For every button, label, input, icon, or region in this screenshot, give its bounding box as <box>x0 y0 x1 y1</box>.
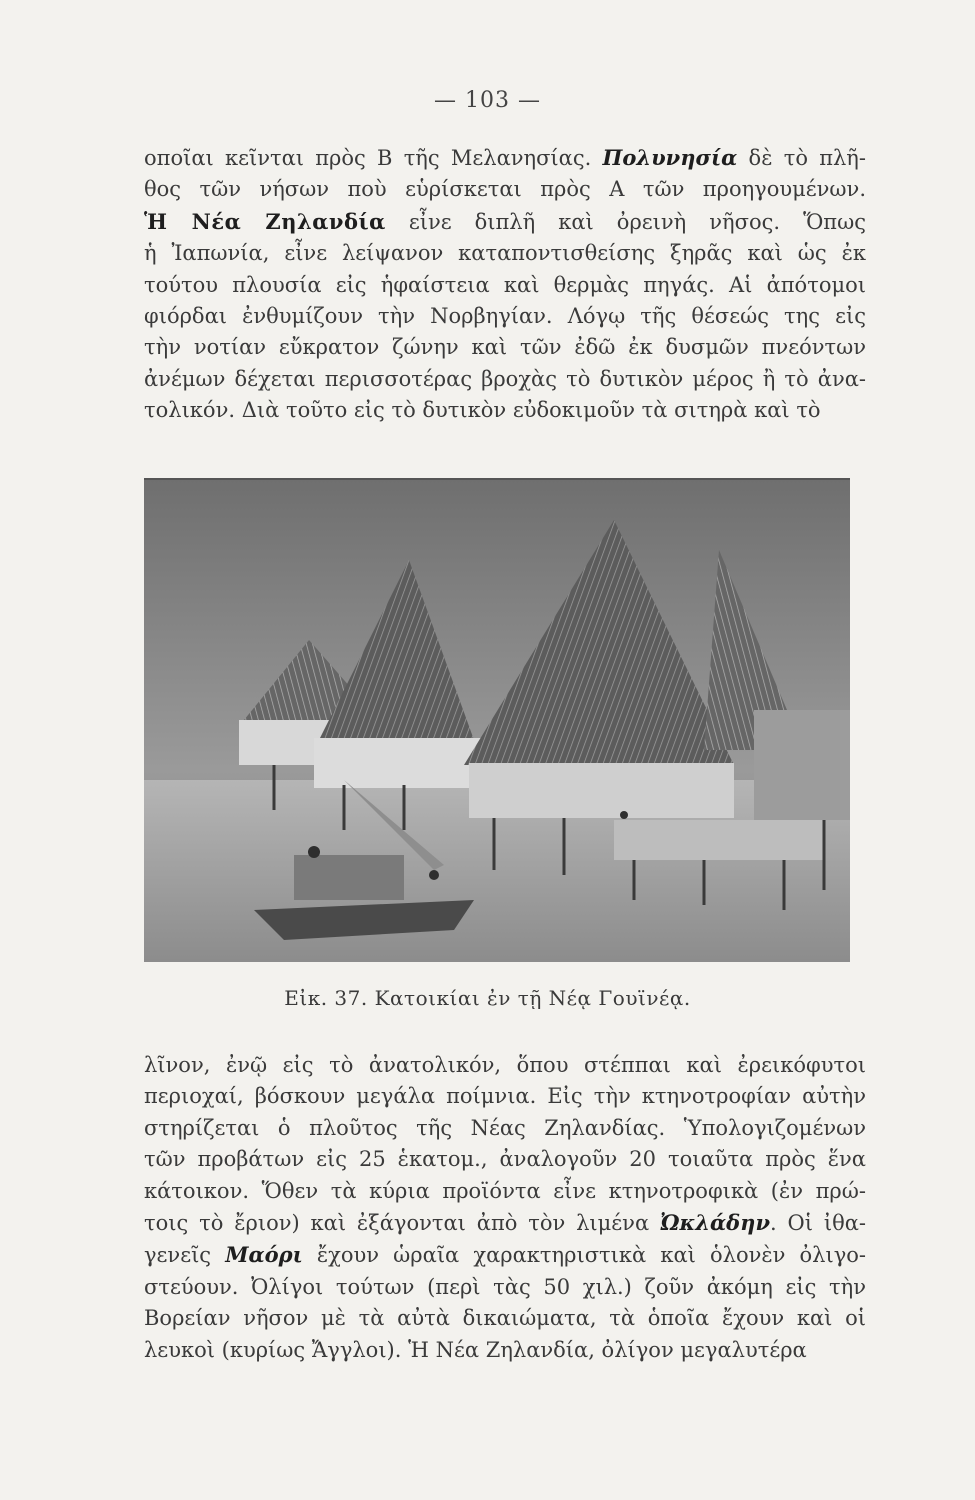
section-heading-term: Ἡ Νέα Ζηλανδία <box>144 208 386 234</box>
text-segment: ἡ Ἰαπωνία, εἶνε λείψανον καταποντισθείσης ξηρᾶς καὶ ὡς ἐκ <box>144 241 866 266</box>
text-segment: οποῖαι κεῖνται πρὸς Β τῆς Μελανησίας. <box>144 146 603 170</box>
text-line <box>144 364 866 395</box>
text-line <box>144 1272 866 1303</box>
text-line <box>144 1303 866 1334</box>
page-number: — 103 — <box>434 88 541 113</box>
text-segment: τούτου πλουσία εἰς ἡφαίστεια καὶ θερμὰς πηγάς. Αἱ ἀπότομοι <box>144 272 866 297</box>
text-line <box>144 174 866 205</box>
figure-illustration <box>144 478 850 962</box>
text-segment: τὴν νοτίαν εὔκρατον ζώνην καὶ τῶν ἐδῶ ἐκ δυσμῶν πνεόντων <box>144 335 866 360</box>
text-line <box>144 1239 866 1271</box>
text-segment: εἶνε διπλῆ καὶ ὀρεινὴ νῆσος. Ὅπως <box>385 209 866 234</box>
figure-caption: Εἰκ. 37. Κατοικίαι ἐν τῇ Νέᾳ Γουϊνέᾳ. <box>284 986 691 1010</box>
text-segment: κάτοικον. Ὅθεν τὰ κύρια προϊόντα εἶνε κτηνοτροφικὰ (ἐν πρώ- <box>144 1178 866 1203</box>
text-segment: Βορείαν νῆσον μὲ τὰ αὐτὰ δικαιώματα, τὰ ὁποῖα ἔχουν καὶ οἱ <box>144 1306 866 1331</box>
text-line <box>144 1335 866 1366</box>
text-line <box>144 1144 866 1175</box>
text-segment: ἔχουν ὡραῖα χαρακτηριστικὰ καὶ ὁλονὲν ὀλιγο- <box>302 1243 866 1268</box>
text-line <box>144 301 866 332</box>
text-segment: γενεῖς <box>144 1243 226 1268</box>
bottom-paragraph <box>144 1050 866 1366</box>
text-segment: ἀνέμων δέχεται περισσοτέρας βροχὰς τὸ δυτικὸν μέρος ἢ τὸ ἀνα- <box>144 366 866 391</box>
text-segment: στεύουν. Ὀλίγοι τούτων (περὶ τὰς 50 χιλ.) ζοῦν ἀκόμη εἰς τὴν <box>144 1274 866 1299</box>
emphasized-term: Ὠκλάδην <box>659 1210 771 1236</box>
top-paragraph <box>144 142 866 427</box>
text-line <box>144 1113 866 1144</box>
text-line <box>144 206 866 238</box>
text-line <box>144 1207 866 1239</box>
text-line <box>144 1081 866 1112</box>
text-segment: λευκοὶ (κυρίως Ἄγγλοι). Ἡ Νέα Ζηλανδία, ὀλίγον μεγαλυτέρα <box>144 1337 807 1362</box>
text-segment: θος τῶν νήσων ποὺ εὑρίσκεται πρὸς Α τῶν προηγουμένων. <box>144 177 866 202</box>
text-line <box>144 395 866 426</box>
text-segment: . Οἱ ἰθα- <box>770 1211 866 1236</box>
text-segment: τοις τὸ ἔριον) καὶ ἐξάγονται ἀπὸ τὸν λιμένα <box>144 1211 660 1236</box>
emphasized-term: Πολυνησία <box>602 145 738 170</box>
text-line <box>144 142 866 174</box>
text-line <box>144 332 866 363</box>
text-segment: λῖνον, ἐνῷ εἰς τὸ ἀνατολικόν, ὅπου στέππαι καὶ ἐρεικόφυτοι <box>144 1053 866 1077</box>
text-line <box>144 270 866 301</box>
text-line <box>144 1050 866 1081</box>
text-segment: δὲ τὸ πλῆ- <box>737 146 866 170</box>
text-line <box>144 1176 866 1207</box>
text-segment: τῶν προβάτων εἰς 25 ἑκατομ., ἀναλογοῦν 20 τοιαῦτα πρὸς ἕνα <box>144 1147 866 1172</box>
text-segment: φιόρδαι ἐνθυμίζουν τὴν Νορβηγίαν. Λόγῳ τῆς θέσεώς της εἰς <box>144 304 866 329</box>
text-segment: τολικόν. Διὰ τοῦτο εἰς τὸ δυτικὸν εὐδοκιμοῦν τὰ σιτηρὰ καὶ τὸ <box>144 398 821 423</box>
text-segment: στηρίζεται ὁ πλοῦτος τῆς Νέας Ζηλανδίας. Ὑπολογιζομένων <box>144 1115 866 1140</box>
stilt-houses-illustration <box>144 480 850 962</box>
emphasized-term: Μαόρι <box>225 1242 303 1268</box>
text-line <box>144 238 866 269</box>
text-segment: περιοχαί, βόσκουν μεγάλα ποίμνια. Εἰς τὴν κτηνοτροφίαν αὐτὴν <box>144 1084 866 1109</box>
